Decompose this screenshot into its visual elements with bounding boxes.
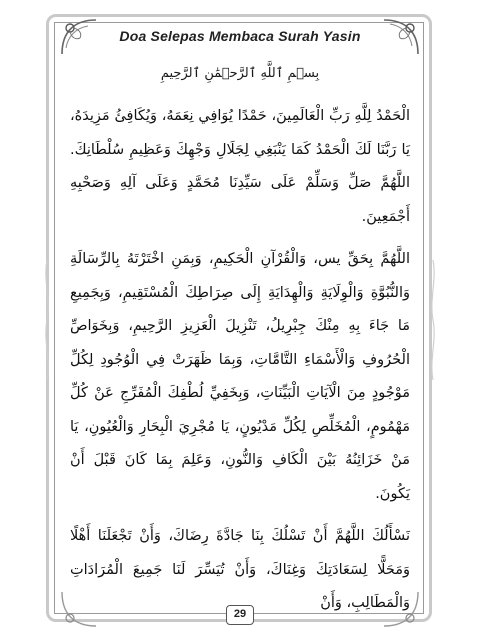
prayer-paragraph: اللَّهُمَّ بِحَقِّ يس، وَالْقُرْآنِ الْحَكِيمِ، وَبِمَنِ اخْتَرْتَهُ بِالرِّسَالَةِ وَالنُّبُوَّةِ وَالْوِلَايَةِ وَالْهِدَايَةِ إِلَى صِرَاطِكَ الْمُسْتَقِيمِ، وَبِجَمِيعِ مَا جَاءَ بِهِ مِنْكَ جِبْرِيلُ، تَنْزِيلَ الْعَزِيزِ الرَّحِيمِ، وَبِخَوَاصِّ الْحُرُوفِ وَالْأَسْمَاءِ التَّامَّاتِ، وَبِمَا ظَهَرَتْ فِي الْوُجُودِ لِكُلِّ مَوْجُودٍ مِنَ الْآيَاتِ الْبَيِّنَاتِ، وَبِخَفِيِّ لُطْفِكَ الْمُفَرِّجِ عَنْ كُلِّ مَهْمُومٍ، الْمُخَلِّصِ لِكُلِّ مَدْيُونٍ، يَا مُجْرِيَ الْبِحَارِ وَالْعُيُونِ، يَا مَنْ خَزَائِنُهُ بَيْنَ الْكَافِ وَالنُّونِ، وَعَلِمَ بِمَا كَانَ قَبْلَ أَنْ يَكُونَ. (70, 251, 410, 502)
bismillah-heading: بِسۡمِ ٱللَّهِ ٱلرَّحۡمَٰنِ ٱلرَّحِيمِ (160, 66, 320, 81)
prayer-text (70, 100, 410, 621)
page-number: 29 (226, 605, 254, 625)
page-title: Doa Selepas Membaca Surah Yasin (119, 28, 361, 44)
side-flourish-icon (428, 260, 438, 380)
prayer-paragraph: الْحَمْدُ لِلَّهِ رَبِّ الْعَالَمِينَ، حَمْدًا يُوَافِي نِعَمَهُ، وَيُكَافِئُ مَزِيدَهُ، يَا رَبَّنَا لَكَ الْحَمْدُ كَمَا يَنْبَغِي لِجَلَالِ وَجْهِكَ وَعَظِيمِ سُلْطَانِكَ. اللَّهُمَّ صَلِّ وَسَلِّمْ عَلَى سَيِّدِنَا مُحَمَّدٍ وَعَلَى آلِهِ وَصَحْبِهِ أَجْمَعِينَ. (70, 108, 410, 225)
prayer-paragraph: نَسْأَلُكَ اللَّهُمَّ أَنْ تَسْلُكَ بِنَا جَادَّةَ رِضَاكَ، وَأَنْ تَجْعَلَنَا أَهْلًا وَمَحَلًّا لِسَعَادَتِكَ وَغِنَاكَ، وَأَنْ تُيَسِّرَ لَنَا جَمِيعَ الْمُرَادَاتِ وَالْمَطَالِبِ، وَأَنْ (70, 528, 410, 611)
side-flourish-icon (42, 260, 52, 380)
